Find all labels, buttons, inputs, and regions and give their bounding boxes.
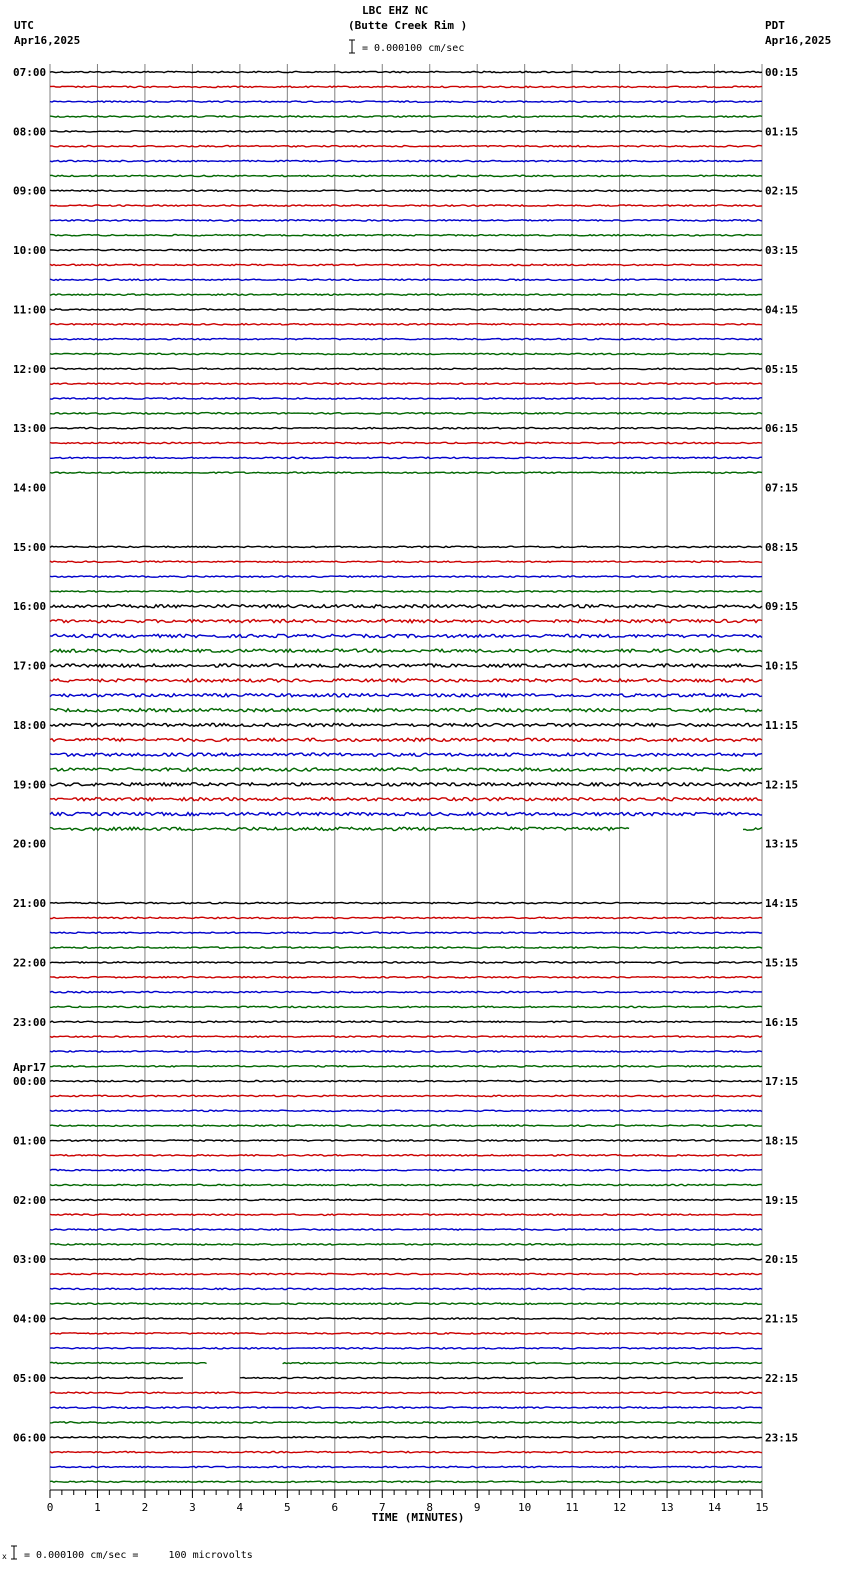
pdt-hour-label: 06:15 (765, 422, 799, 436)
utc-hour-label: 22:00 (13, 956, 47, 970)
utc-date-change-label: Apr17 (13, 1061, 47, 1075)
seismic-trace (50, 1021, 762, 1022)
seismic-trace (50, 1229, 762, 1230)
seismic-trace (50, 338, 762, 339)
utc-hour-label: 07:00 (13, 66, 47, 79)
time-axis (47, 1490, 769, 1524)
utc-hour-label: 03:00 (13, 1253, 47, 1267)
utc-hour-label: 11:00 (13, 303, 47, 317)
seismic-trace (50, 1110, 762, 1111)
x-tick-label: 11 (565, 1501, 579, 1514)
seismic-trace (50, 368, 762, 369)
seismic-trace (50, 457, 762, 458)
right-timezone: PDT (765, 19, 785, 32)
seismic-trace (50, 220, 762, 221)
seismic-trace (50, 249, 762, 250)
seismic-trace (50, 131, 762, 132)
pdt-hour-label: 20:15 (765, 1253, 799, 1267)
minute-grid (50, 64, 762, 1490)
x-tick-label: 3 (189, 1501, 196, 1514)
pdt-hour-label: 02:15 (765, 184, 799, 198)
seismic-trace (50, 1318, 762, 1319)
seismic-trace (50, 1288, 762, 1289)
pdt-hour-label: 07:15 (765, 481, 799, 495)
pdt-hour-label: 19:15 (765, 1193, 799, 1207)
pdt-hour-label: 21:15 (765, 1312, 799, 1326)
seismic-trace (50, 605, 762, 608)
seismic-trace (50, 1333, 762, 1334)
seismic-trace (50, 1451, 762, 1452)
seismic-trace (50, 991, 762, 992)
seismic-trace (50, 546, 762, 547)
seismic-trace (50, 947, 762, 948)
station-name: (Butte Creek Rim ) (348, 19, 468, 32)
seismic-trace (50, 1481, 762, 1482)
footer-scale-bar-icon (11, 1546, 17, 1559)
seismic-trace (50, 768, 762, 771)
pdt-hour-label: 09:15 (765, 600, 799, 614)
seismic-trace (50, 264, 762, 265)
seismic-trace (50, 1036, 762, 1037)
seismic-trace (50, 1155, 762, 1156)
seismic-trace (50, 442, 762, 443)
seismic-trace (50, 353, 762, 354)
utc-hour-label: 06:00 (13, 1431, 47, 1445)
seismic-trace (50, 753, 762, 756)
pdt-hour-label: 23:15 (765, 1431, 799, 1445)
seismic-trace (50, 383, 762, 384)
seismic-trace (50, 175, 762, 176)
seismic-trace (50, 620, 762, 623)
utc-hour-label: 18:00 (13, 718, 47, 732)
seismic-trace (50, 1362, 207, 1363)
pdt-hour-label: 14:15 (765, 897, 799, 911)
seismic-trace (50, 324, 762, 325)
seismic-trace (50, 1051, 762, 1052)
left-date: Apr16,2025 (14, 34, 81, 47)
pdt-hour-label: 03:15 (765, 244, 799, 258)
trace-group (50, 71, 762, 1482)
utc-hour-label: 04:00 (13, 1312, 47, 1326)
x-tick-label: 7 (378, 1501, 386, 1514)
seismic-trace (50, 160, 762, 161)
x-tick-label: 10 (518, 1501, 532, 1514)
pdt-hour-label: 17:15 (765, 1075, 799, 1089)
footer-prefix: x (2, 1552, 7, 1561)
seismic-trace (50, 1140, 762, 1141)
right-date: Apr16,2025 (765, 34, 832, 47)
utc-hour-label: 01:00 (13, 1134, 47, 1148)
seismic-trace (50, 309, 762, 310)
seismic-trace (50, 932, 762, 933)
seismic-trace (50, 783, 762, 786)
seismic-trace (50, 413, 762, 414)
seismic-trace (50, 1392, 762, 1393)
pdt-hour-label: 08:15 (765, 540, 799, 554)
x-tick-label: 8 (426, 1501, 434, 1514)
seismic-trace (50, 694, 762, 697)
seismic-trace (50, 294, 762, 295)
seismic-trace (50, 561, 762, 562)
seismic-trace (50, 812, 762, 815)
pdt-hour-label: 15:15 (765, 956, 799, 970)
x-tick-label: 2 (141, 1501, 149, 1514)
pdt-hour-label: 01:15 (765, 125, 799, 139)
scale-label: = 0.000100 cm/sec (362, 43, 465, 54)
pdt-hour-label: 22:15 (765, 1371, 799, 1385)
seismic-trace (283, 1362, 762, 1363)
pdt-hour-label: 18:15 (765, 1134, 799, 1148)
seismic-trace (50, 827, 629, 830)
seismic-trace (50, 1244, 762, 1245)
seismic-trace (50, 962, 762, 963)
seismic-trace (50, 1095, 762, 1096)
utc-hour-label: 15:00 (13, 540, 47, 554)
x-tick-label: 4 (236, 1501, 244, 1514)
seismic-trace (50, 1422, 762, 1423)
seismic-trace (50, 1377, 183, 1378)
utc-hour-label: 23:00 (13, 1015, 47, 1029)
station-code: LBC EHZ NC (362, 4, 429, 17)
footer-scale-label: = 0.000100 cm/sec = 100 microvolts (24, 1550, 253, 1561)
seismic-trace (50, 1170, 762, 1171)
seismic-trace (50, 472, 762, 473)
x-tick-label: 6 (331, 1501, 339, 1514)
seismic-trace (50, 649, 762, 652)
seismic-trace (50, 977, 762, 978)
utc-hour-label: 17:00 (13, 659, 47, 673)
seismic-trace (50, 738, 762, 741)
pdt-hour-label: 10:15 (765, 659, 799, 673)
left-timezone: UTC (14, 19, 34, 32)
seismic-trace (50, 1303, 762, 1304)
seismic-trace (50, 1466, 762, 1467)
seismic-trace (50, 1006, 762, 1007)
utc-hour-label: 13:00 (13, 422, 47, 436)
x-tick-label: 0 (46, 1501, 54, 1514)
pdt-hour-label: 04:15 (765, 303, 799, 317)
seismic-trace (50, 798, 762, 801)
utc-hour-label: 09:00 (13, 184, 47, 198)
seismic-trace (50, 902, 762, 903)
x-axis-label: TIME (MINUTES) (371, 1511, 465, 1524)
seismic-trace (50, 664, 762, 667)
seismic-trace (50, 1407, 762, 1408)
utc-hour-label: 16:00 (13, 600, 47, 614)
seismic-trace (50, 591, 762, 592)
seismic-trace (50, 679, 762, 682)
pdt-hour-label: 00:15 (765, 66, 799, 79)
seismic-trace (50, 279, 762, 280)
utc-hour-label: 21:00 (13, 897, 47, 911)
seismic-trace (743, 828, 762, 831)
seismic-trace (50, 398, 762, 399)
seismic-trace (50, 428, 762, 429)
seismic-trace (50, 235, 762, 236)
seismic-trace (50, 146, 762, 147)
x-tick-label: 12 (612, 1501, 627, 1514)
seismic-trace (50, 1259, 762, 1260)
utc-hour-label: 19:00 (13, 778, 47, 792)
seismic-trace (50, 1066, 762, 1067)
seismic-trace (50, 1348, 762, 1349)
x-tick-label: 14 (707, 1501, 722, 1514)
seismic-trace (50, 101, 762, 102)
seismic-trace (50, 1080, 762, 1081)
seismic-trace (50, 709, 762, 712)
pdt-hour-label: 16:15 (765, 1015, 799, 1029)
utc-hour-label: 20:00 (13, 837, 47, 851)
seismic-trace (50, 71, 762, 72)
seismic-trace (50, 1199, 762, 1200)
seismic-trace (50, 190, 762, 191)
pdt-hour-label: 11:15 (765, 718, 799, 732)
utc-hour-label: 05:00 (13, 1371, 47, 1385)
scale-bar-icon (349, 40, 355, 53)
seismic-trace (50, 917, 762, 918)
pdt-hour-label: 13:15 (765, 837, 799, 851)
seismic-trace (50, 86, 762, 87)
pdt-hour-label: 05:15 (765, 362, 799, 376)
utc-hour-label: 14:00 (13, 481, 47, 495)
x-tick-label: 1 (94, 1501, 101, 1514)
seismic-trace (50, 723, 762, 726)
pdt-hour-label: 12:15 (765, 778, 799, 792)
utc-hour-label: 00:00 (13, 1075, 47, 1089)
utc-hour-label: 08:00 (13, 125, 47, 139)
x-tick-label: 15 (755, 1501, 769, 1514)
x-tick-label: 13 (660, 1501, 674, 1514)
seismic-trace (50, 634, 762, 637)
seismic-trace (50, 1125, 762, 1126)
seismic-trace (50, 1437, 762, 1438)
utc-hour-label: 02:00 (13, 1193, 47, 1207)
seismic-trace (50, 205, 762, 206)
seismic-trace (240, 1377, 762, 1378)
seismic-trace (50, 576, 762, 577)
seismic-trace (50, 1214, 762, 1215)
x-tick-label: 5 (284, 1501, 291, 1514)
seismic-trace (50, 1184, 762, 1185)
seismic-trace (50, 116, 762, 117)
utc-hour-label: 10:00 (13, 244, 47, 258)
utc-hour-label: 12:00 (13, 362, 47, 376)
seismic-trace (50, 1273, 762, 1274)
x-tick-label: 9 (473, 1501, 481, 1514)
